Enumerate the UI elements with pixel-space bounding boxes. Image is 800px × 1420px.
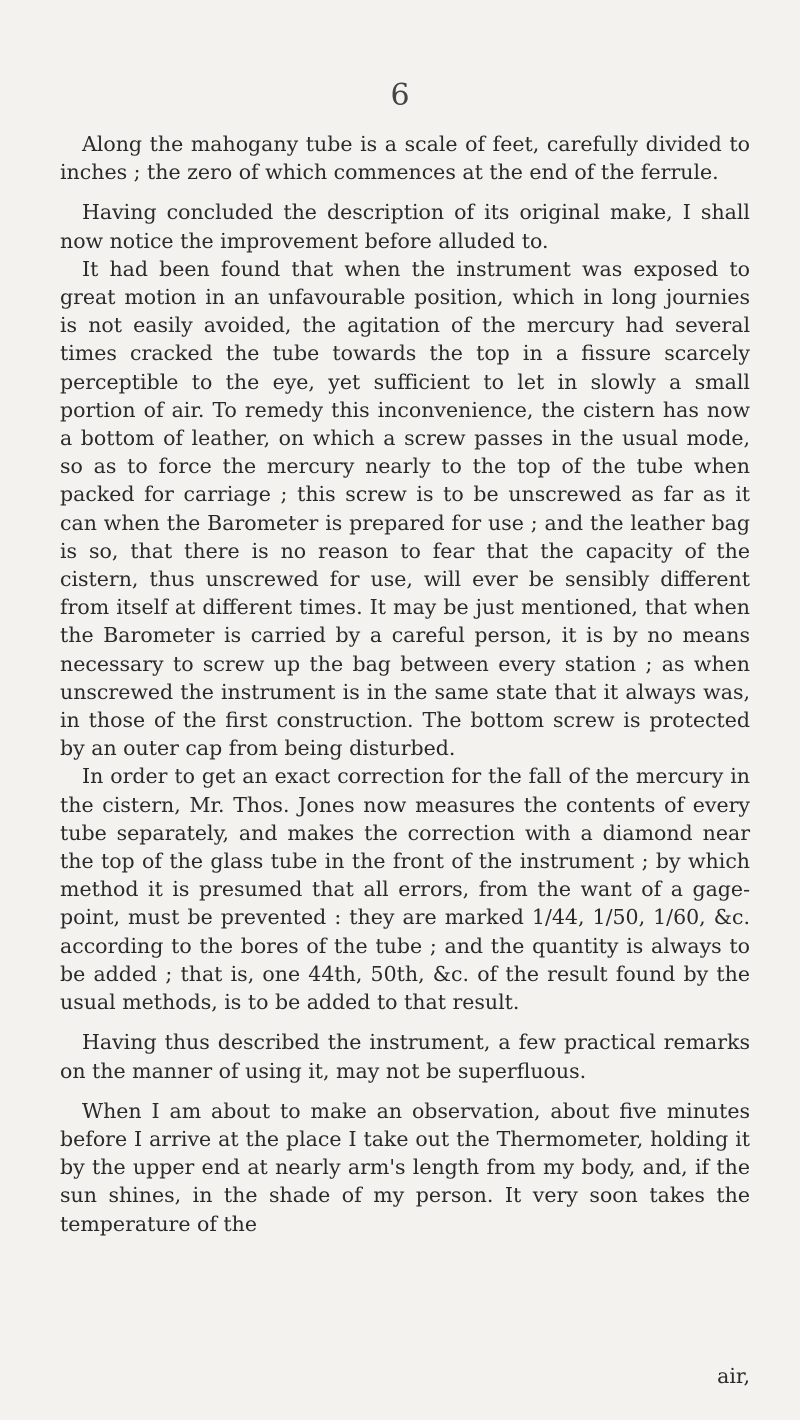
paragraph-2: Having concluded the description of its original make, I shall now notice the improvement before alluded to. xyxy=(60,200,750,253)
catchword: air, xyxy=(717,1364,750,1388)
page-number: 6 xyxy=(390,78,410,113)
paragraph-5: Having thus described the instrument, a few practical remarks on the manner of using it, may not be superfluous. xyxy=(60,1030,750,1083)
paragraph-6: When I am about to make an observation, about five minutes before I arrive at the place I take out the Thermometer, holding it by the upper end at nearly arm's length from my body, and, if the sun shines, in the shade of my person. It very soon takes the temperature of the xyxy=(60,1098,750,1236)
paragraph-3: It had been found that when the instrument was exposed to great motion in an unfavourable position, which in long journies is not easily avoided, the agitation of the mercury had several times cracked the tube towards the top in a fissure scarcely perceptible to the eye, yet sufficient to let in slowly a small portion of air. To remedy this inconvenience, the cistern has now a bottom of leather, on which a screw passes in the usual mode, so as to force the mercury nearly to the top of the tube when packed for carriage ; this screw is to be unscrewed as far as it can when the Barometer is prepared for use ; and the leather bag is so, that there is no reason to fear that the capacity of the cistern, thus unscrewed for use, will ever be sensibly different from itself at different times. It may be just mentioned, that when the Barometer is carried by a careful person, it is by no means necessary to screw up the bag between every station ; as when unscrewed the instrument is in the same state that it always was, in those of the first construction. The bottom screw is protected by an outer cap from being disturbed. xyxy=(60,256,750,761)
body-text xyxy=(60,130,750,1238)
paragraph-4: In order to get an exact correction for the fall of the mercury in the cistern, Mr. Thos. Jones now measures the contents of every tube separately, and makes the correction with a diamond near the top of the glass tube in the front of the instrument ; by which method it is presumed that all errors, from the want of a gage-point, must be prevented : they are marked 1/44, 1/50, 1/60, &c. according to the bores of the tube ; and the quantity is always to be added ; that is, one 44th, 50th, &c. of the result found by the usual methods, is to be added to that result. xyxy=(60,764,750,1015)
paragraph-1: Along the mahogany tube is a scale of feet, carefully divided to inches ; the zero of which commences at the end of the ferrule. xyxy=(60,132,750,185)
